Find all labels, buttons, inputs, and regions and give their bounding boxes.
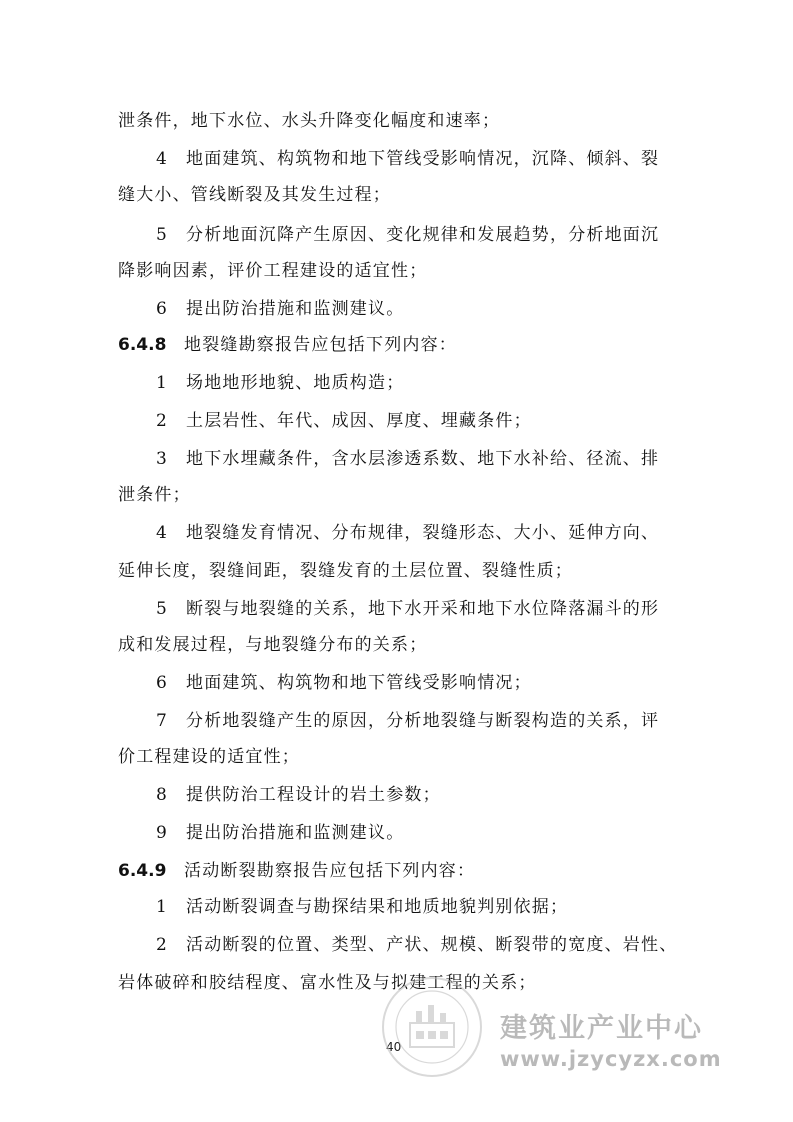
item-number: 8 [156, 785, 169, 805]
item-number: 9 [156, 823, 169, 843]
line-text: 缝大小、管线断裂及其发生过程； [118, 185, 391, 205]
line-text: 岩体破碎和胶结程度、富水性及与拟建工程的关系； [118, 973, 537, 993]
line-text: 场地地形地貌、地质构造； [186, 373, 405, 393]
list-item [156, 934, 677, 956]
list-item [156, 448, 659, 470]
item-number: 3 [156, 449, 169, 469]
text-line [118, 634, 427, 656]
list-item [156, 298, 404, 320]
item-number: 6 [156, 673, 169, 693]
list-item [156, 372, 404, 394]
item-number: 5 [156, 599, 169, 619]
list-item [156, 784, 441, 806]
line-text: 地裂缝发育情况、分布规律，裂缝形态、大小、延伸方向、 [186, 523, 660, 543]
list-item [156, 822, 404, 844]
text-line [118, 560, 573, 582]
line-text: 地面建筑、构筑物和地下管线受影响情况； [186, 673, 532, 693]
section-heading [118, 860, 475, 882]
line-text: 泄条件，地下水位、水头升降变化幅度和速率； [118, 111, 501, 131]
item-number: 7 [156, 711, 169, 731]
line-text: 分析地裂缝产生的原因，分析地裂缝与断裂构造的关系，评 [186, 711, 660, 731]
section-number: 6.4.8 [118, 335, 167, 355]
item-number: 6 [156, 299, 169, 319]
text-line [118, 184, 391, 206]
text-line [118, 260, 427, 282]
line-text: 地裂缝勘察报告应包括下列内容： [184, 335, 457, 355]
text-line [118, 484, 191, 506]
line-text: 延伸长度，裂缝间距，裂缝发育的土层位置、裂缝性质； [118, 561, 573, 581]
watermark-title: 建筑业产业中心 [500, 1013, 703, 1044]
page-number: 40 [386, 1040, 402, 1054]
line-text: 地下水埋藏条件，含水层渗透系数、地下水补给、径流、排 [186, 449, 660, 469]
line-text: 提出防治措施和监测建议。 [186, 823, 405, 843]
line-text: 成和发展过程，与地裂缝分布的关系； [118, 635, 428, 655]
line-text: 降影响因素，评价工程建设的适宜性； [118, 261, 428, 281]
line-text: 泄条件； [118, 485, 191, 505]
line-text: 活动断裂勘察报告应包括下列内容： [184, 861, 476, 881]
watermark-seal-icon [380, 975, 485, 1080]
item-number: 4 [156, 523, 169, 543]
text-line [118, 746, 300, 768]
watermark-url: www.jzycyzx.com [500, 1047, 722, 1071]
line-text: 价工程建设的适宜性； [118, 747, 300, 767]
section-number: 6.4.9 [118, 861, 167, 881]
line-text: 地面建筑、构筑物和地下管线受影响情况，沉降、倾斜、裂 [186, 149, 660, 169]
line-text: 分析地面沉降产生原因、变化规律和发展趋势，分析地面沉 [186, 225, 660, 245]
list-item [156, 672, 532, 694]
line-text: 活动断裂的位置、类型、产状、规模、断裂带的宽度、岩性、 [186, 935, 678, 955]
list-item [156, 598, 659, 620]
item-number: 5 [156, 225, 169, 245]
line-text: 提供防治工程设计的岩土参数； [186, 785, 441, 805]
item-number: 4 [156, 149, 169, 169]
item-number: 2 [156, 411, 169, 431]
line-text: 土层岩性、年代、成因、厚度、埋藏条件； [186, 411, 532, 431]
item-number: 2 [156, 935, 169, 955]
list-item [156, 522, 659, 544]
line-text: 活动断裂调查与勘探结果和地质地貌判别依据； [186, 897, 569, 917]
section-heading [118, 334, 457, 356]
item-number: 1 [156, 373, 169, 393]
list-item [156, 410, 532, 432]
list-item [156, 896, 568, 918]
list-item [156, 148, 659, 170]
list-item [156, 710, 659, 732]
line-text: 提出防治措施和监测建议。 [186, 299, 405, 319]
list-item [156, 224, 659, 246]
text-line [118, 110, 500, 132]
item-number: 1 [156, 897, 169, 917]
line-text: 断裂与地裂缝的关系，地下水开采和地下水位降落漏斗的形 [186, 599, 660, 619]
